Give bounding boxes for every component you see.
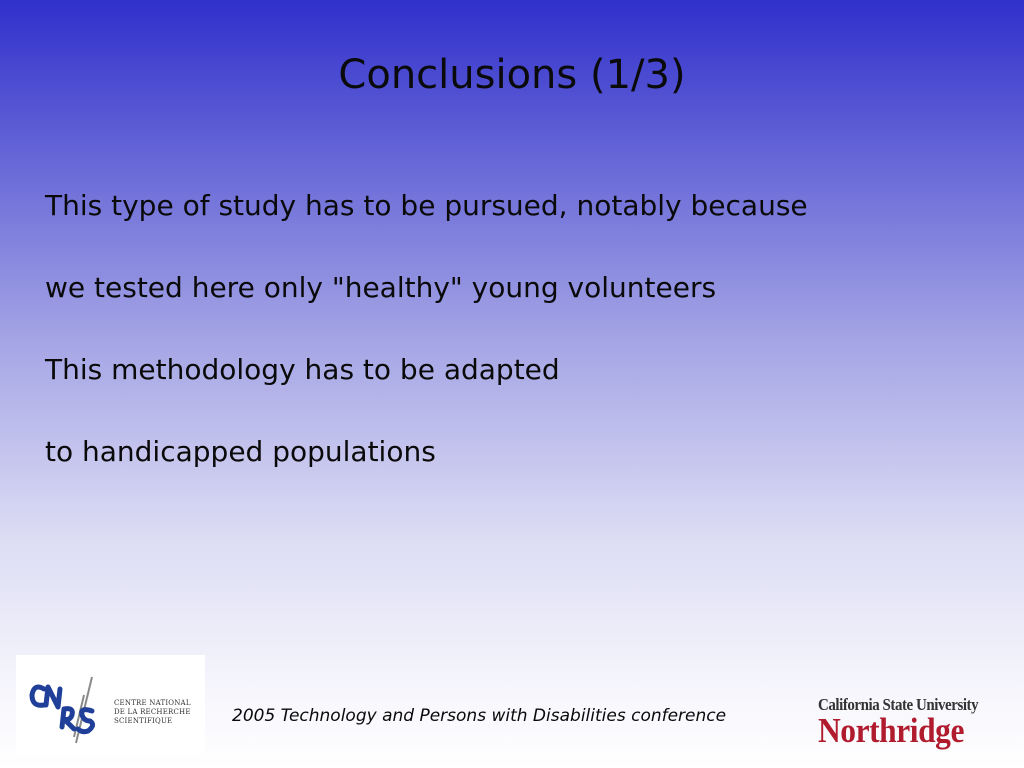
cnrs-logo: [16, 655, 205, 755]
slide-title: Conclusions (1/3): [338, 52, 686, 98]
body-line-1: This type of study has to be pursued, notably because: [45, 189, 808, 222]
conference-footer: 2005 Technology and Persons with Disabilities conference: [232, 706, 727, 726]
body-line-4: to handicapped populations: [45, 435, 436, 468]
body-line-3: This methodology has to be adapted: [45, 353, 560, 386]
csun-campus-name: Northridge: [818, 711, 964, 750]
cnrs-org-name: CENTRE NATIONAL DE LA RECHERCHE SCIENTIFIQUE: [114, 699, 191, 725]
body-line-2: we tested here only "healthy" young volunteers: [45, 271, 717, 304]
csun-logo: [818, 696, 978, 752]
slide-body: [45, 188, 808, 516]
csun-university-name: California State University: [818, 695, 979, 714]
